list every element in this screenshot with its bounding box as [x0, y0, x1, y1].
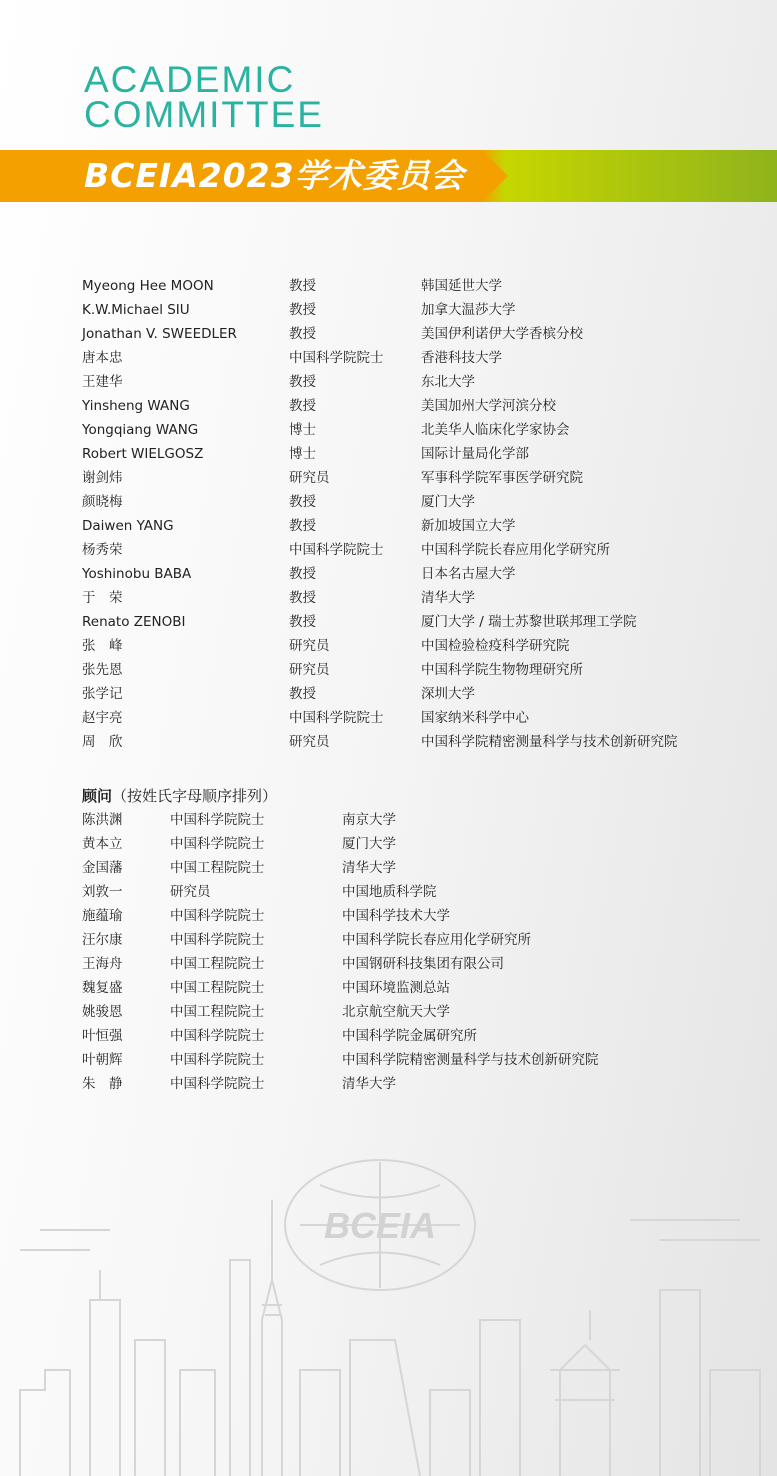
person-affiliation: 新加坡国立大学: [421, 518, 516, 534]
person-title: 中国科学院院士: [170, 812, 265, 828]
person-title: 教授: [289, 278, 316, 294]
person-name: 魏复盛: [82, 980, 123, 996]
person-name: 金国藩: [82, 860, 123, 876]
person-title: 研究员: [170, 884, 211, 900]
person-name: 颜晓梅: [82, 494, 123, 510]
logo-text: BCEIA: [323, 1205, 437, 1246]
person-affiliation: 中国科学院金属研究所: [342, 1028, 477, 1044]
title-banner: [0, 150, 777, 202]
person-title: 中国科学院院士: [170, 908, 265, 924]
person-title: 研究员: [289, 734, 330, 750]
person-affiliation: 中国地质科学院: [342, 884, 437, 900]
person-affiliation: 厦门大学 / 瑞士苏黎世联邦理工学院: [421, 614, 637, 630]
person-affiliation: 厦门大学: [342, 836, 396, 852]
person-title: 教授: [289, 614, 316, 630]
person-name: 张先恩: [82, 662, 123, 678]
person-title: 教授: [289, 686, 316, 702]
person-affiliation: 东北大学: [421, 374, 475, 390]
person-name: 赵宇亮: [82, 710, 123, 726]
person-title: 中国科学院院士: [170, 1028, 265, 1044]
advisors-heading: [82, 785, 277, 807]
person-name: 施蕴瑜: [82, 908, 123, 924]
person-title: 教授: [289, 494, 316, 510]
person-name: 王建华: [82, 374, 123, 390]
person-affiliation: 清华大学: [342, 1076, 396, 1092]
person-title: 中国科学院院士: [170, 836, 265, 852]
person-name: 张 峰: [82, 638, 123, 654]
person-title: 教授: [289, 590, 316, 606]
person-title: 教授: [289, 326, 316, 342]
person-affiliation: 中国科学院长春应用化学研究所: [342, 932, 531, 948]
person-name: Yoshinobu BABA: [82, 566, 192, 582]
person-title: 教授: [289, 398, 316, 414]
person-affiliation: 国家纳米科学中心: [421, 710, 529, 726]
person-name: 张学记: [82, 686, 123, 702]
person-name: Daiwen YANG: [82, 518, 174, 534]
banner-arrow: [482, 150, 508, 202]
person-affiliation: 香港科技大学: [421, 350, 502, 366]
title-line-1: ACADEMIC: [84, 59, 296, 100]
person-title: 中国工程院院士: [170, 956, 265, 972]
person-title: 中国工程院院士: [170, 860, 265, 876]
person-title: 中国科学院院士: [170, 1076, 265, 1092]
person-title: 研究员: [289, 662, 330, 678]
person-affiliation: 中国钢研科技集团有限公司: [342, 956, 504, 972]
person-title: 中国科学院院士: [170, 932, 265, 948]
advisors-note: （按姓氏字母顺序排列）: [112, 787, 278, 805]
person-affiliation: 厦门大学: [421, 494, 475, 510]
person-title: 研究员: [289, 638, 330, 654]
person-name: 叶恒强: [82, 1028, 123, 1044]
person-affiliation: 美国伊利诺伊大学香槟分校: [421, 326, 583, 342]
person-name: Robert WIELGOSZ: [82, 446, 204, 462]
person-affiliation: 加拿大温莎大学: [421, 302, 516, 318]
person-name: Myeong Hee MOON: [82, 278, 214, 294]
person-name: 叶朝辉: [82, 1052, 123, 1068]
person-affiliation: 中国环境监测总站: [342, 980, 450, 996]
person-name: Yongqiang WANG: [82, 422, 199, 438]
advisors-label: 顾问: [82, 787, 113, 805]
building-outlines-right: [550, 1290, 760, 1476]
person-title: 中国科学院院士: [289, 710, 384, 726]
person-title: 教授: [289, 566, 316, 582]
person-affiliation: 南京大学: [342, 812, 396, 828]
person-affiliation: 深圳大学: [421, 686, 475, 702]
person-name: 杨秀荣: [82, 542, 123, 558]
page-title-chinese: BCEIA2023学术委员会: [84, 156, 465, 195]
person-name: 刘敦一: [82, 884, 123, 900]
person-affiliation: 中国科学院精密测量科学与技术创新研究院: [342, 1052, 599, 1068]
person-affiliation: 北京航空航天大学: [342, 1004, 450, 1020]
person-name: 王海舟: [82, 956, 123, 972]
person-name: 汪尔康: [82, 932, 123, 948]
person-affiliation: 韩国延世大学: [421, 278, 502, 294]
person-title: 中国科学院院士: [289, 542, 384, 558]
person-affiliation: 中国科学院精密测量科学与技术创新研究院: [421, 734, 678, 750]
person-title: 博士: [289, 446, 316, 462]
person-title: 教授: [289, 374, 316, 390]
person-affiliation: 中国科学院长春应用化学研究所: [421, 542, 610, 558]
person-name: 谢剑炜: [82, 470, 123, 486]
person-name: 唐本忠: [82, 350, 123, 366]
person-title: 中国科学院院士: [170, 1052, 265, 1068]
person-affiliation: 国际计量局化学部: [421, 446, 529, 462]
person-name: Jonathan V. SWEEDLER: [82, 326, 237, 342]
person-name: 周 欣: [82, 734, 123, 750]
person-name: K.W.Michael SIU: [82, 302, 190, 318]
person-affiliation: 中国科学技术大学: [342, 908, 450, 924]
person-affiliation: 清华大学: [342, 860, 396, 876]
person-affiliation: 中国科学院生物物理研究所: [421, 662, 583, 678]
person-affiliation: 军事科学院军事医学研究院: [421, 470, 583, 486]
person-name: 黄本立: [82, 836, 123, 852]
person-affiliation: 美国加州大学河滨分校: [421, 398, 556, 414]
person-title: 中国科学院院士: [289, 350, 384, 366]
title-line-2: COMMITTEE: [84, 94, 324, 135]
person-affiliation: 北美华人临床化学家协会: [421, 422, 570, 438]
person-name: 朱 静: [82, 1076, 123, 1092]
page-title-english: [84, 59, 324, 135]
person-title: 博士: [289, 422, 316, 438]
person-name: Yinsheng WANG: [82, 398, 190, 414]
person-name: Renato ZENOBI: [82, 614, 186, 630]
person-title: 教授: [289, 518, 316, 534]
person-affiliation: 中国检验检疫科学研究院: [421, 638, 570, 654]
person-name: 于 荣: [82, 590, 123, 606]
person-title: 中国工程院院士: [170, 980, 265, 996]
building-outlines-middle: [300, 1320, 520, 1476]
person-name: 陈洪渊: [82, 812, 123, 828]
person-title: 中国工程院院士: [170, 1004, 265, 1020]
city-skyline-watermark: [0, 1140, 777, 1476]
building-outlines-left: [20, 1200, 282, 1476]
person-affiliation: 清华大学: [421, 590, 475, 606]
person-title: 研究员: [289, 470, 330, 486]
person-affiliation: 日本名古屋大学: [421, 566, 516, 582]
person-title: 教授: [289, 302, 316, 318]
person-name: 姚骏恩: [82, 1004, 123, 1020]
